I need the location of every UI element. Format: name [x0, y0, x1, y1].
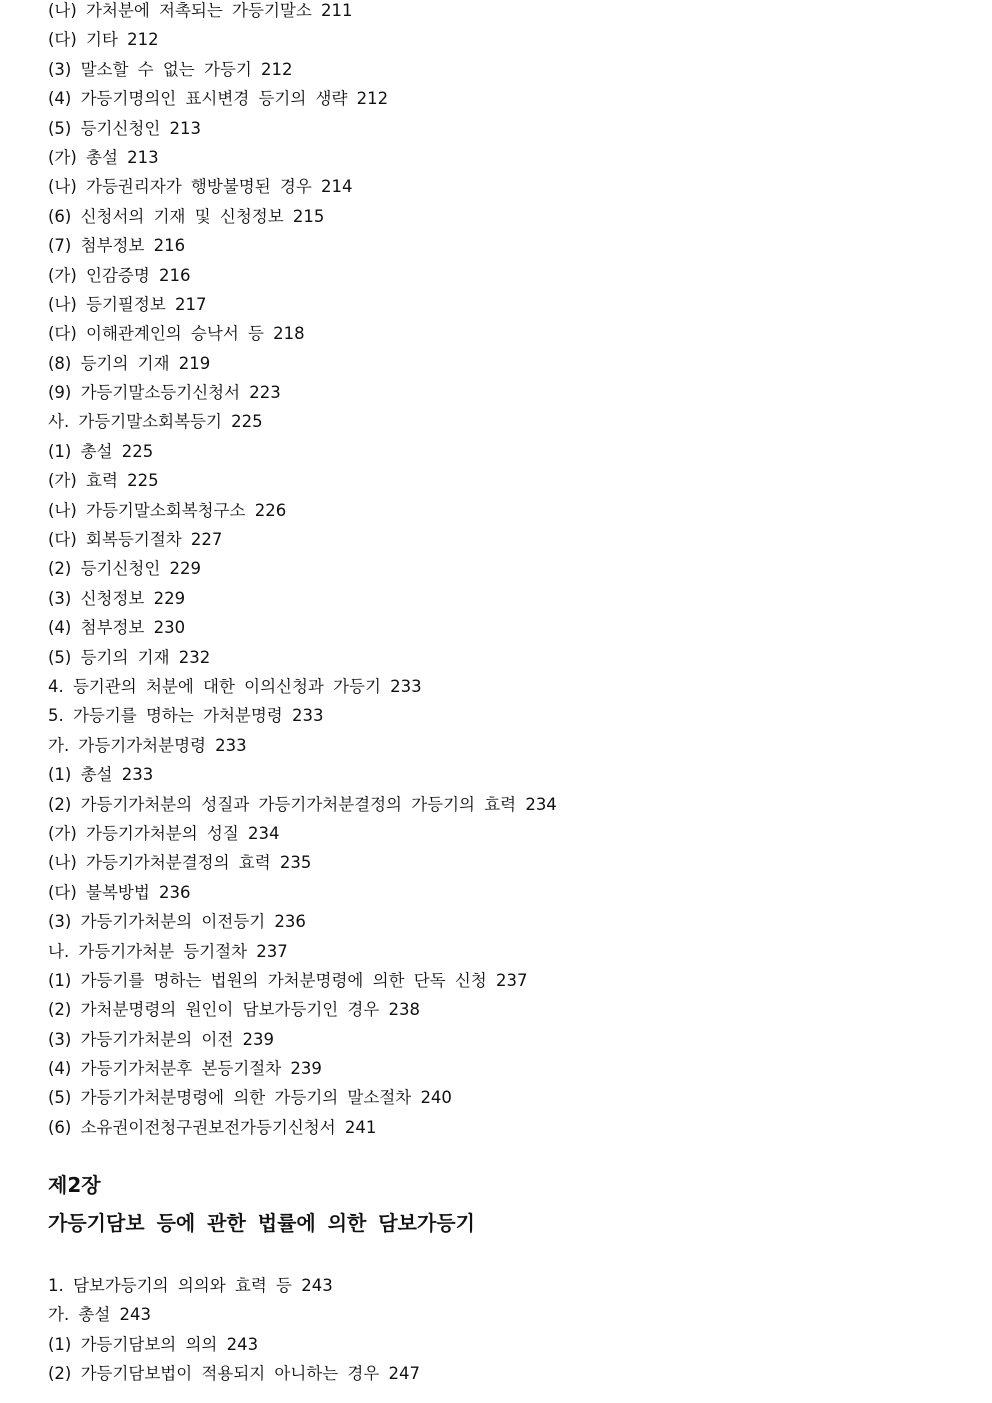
toc-entry: 가. 총설 243 — [48, 1305, 152, 1325]
toc-entry: (9) 가등기말소등기신청서 223 — [48, 383, 281, 403]
toc-entry: (4) 가등기가처분후 본등기절차 239 — [48, 1059, 322, 1079]
toc-entry: (3) 가등기가처분의 이전등기 236 — [48, 912, 306, 932]
toc-entry: (가) 인감증명 216 — [48, 265, 191, 285]
toc-entry: 사. 가등기말소회복등기 225 — [48, 412, 263, 432]
toc-entry: (1) 가등기담보의 의의 243 — [48, 1334, 259, 1354]
toc-entry: (1) 가등기를 명하는 법원의 가처분명령에 의한 단독 신청 237 — [48, 970, 528, 990]
toc-entry: 가. 가등기가처분명령 233 — [48, 735, 247, 755]
toc-entry: 4. 등기관의 처분에 대한 이의신청과 가등기 233 — [48, 676, 422, 696]
toc-entry: (3) 가등기가처분의 이전 239 — [48, 1029, 275, 1049]
toc-entry: (1) 총설 233 — [48, 765, 154, 785]
toc-entry: 나. 가등기가처분 등기절차 237 — [48, 941, 288, 961]
toc-entry: (1) 총설 225 — [48, 441, 154, 461]
table-of-contents-lower — [48, 1275, 420, 1393]
toc-entry: (나) 가등기가처분결정의 효력 235 — [48, 853, 312, 873]
toc-entry: (6) 소유권이전청구권보전가등기신청서 241 — [48, 1117, 377, 1137]
toc-entry: (4) 첨부정보 230 — [48, 618, 186, 638]
toc-entry: (나) 가처분에 저촉되는 가등기말소 211 — [48, 1, 353, 20]
toc-entry: (가) 가등기가처분의 성질 234 — [48, 823, 280, 843]
chapter-number: 제2장 — [48, 1173, 101, 1197]
toc-entry: (다) 불복방법 236 — [48, 882, 191, 902]
toc-entry: (가) 효력 225 — [48, 471, 159, 491]
toc-entry: (8) 등기의 기재 219 — [48, 353, 211, 373]
toc-entry: (3) 말소할 수 없는 가등기 212 — [48, 59, 293, 79]
toc-entry: (5) 등기신청인 213 — [48, 118, 202, 138]
toc-entry: (나) 가등기말소회복청구소 226 — [48, 500, 287, 520]
toc-entry: (7) 첨부정보 216 — [48, 236, 186, 256]
toc-entry: 5. 가등기를 명하는 가처분명령 233 — [48, 706, 324, 726]
toc-entry: (4) 가등기명의인 표시변경 등기의 생략 212 — [48, 89, 389, 109]
toc-entry: (2) 가처분명령의 원인이 담보가등기인 경우 238 — [48, 1000, 421, 1020]
toc-entry: (2) 가등기가처분의 성질과 가등기가처분결정의 가등기의 효력 234 — [48, 794, 557, 814]
toc-entry: (3) 신청정보 229 — [48, 588, 186, 608]
table-of-contents-upper — [48, 0, 557, 1146]
toc-entry: (2) 가등기담보법이 적용되지 아니하는 경우 247 — [48, 1364, 421, 1384]
toc-entry: (다) 이해관계인의 승낙서 등 218 — [48, 324, 305, 344]
toc-entry: (나) 등기필정보 217 — [48, 294, 207, 314]
toc-entry: (2) 등기신청인 229 — [48, 559, 202, 579]
toc-entry: (다) 회복등기절차 227 — [48, 530, 223, 550]
toc-entry: 1. 담보가등기의 의의와 효력 등 243 — [48, 1276, 333, 1295]
toc-entry: (6) 신청서의 기재 및 신청정보 215 — [48, 206, 325, 226]
chapter-title: 가등기담보 등에 관한 법률에 의한 담보가등기 — [48, 1211, 475, 1235]
toc-entry: (5) 가등기가처분명령에 의한 가등기의 말소절차 240 — [48, 1088, 452, 1108]
chapter-heading — [48, 1170, 475, 1246]
toc-entry: (나) 가등권리자가 행방불명된 경우 214 — [48, 177, 353, 197]
toc-entry: (5) 등기의 기재 232 — [48, 647, 211, 667]
toc-entry: (가) 총설 213 — [48, 147, 159, 167]
toc-entry: (다) 기타 212 — [48, 30, 159, 50]
